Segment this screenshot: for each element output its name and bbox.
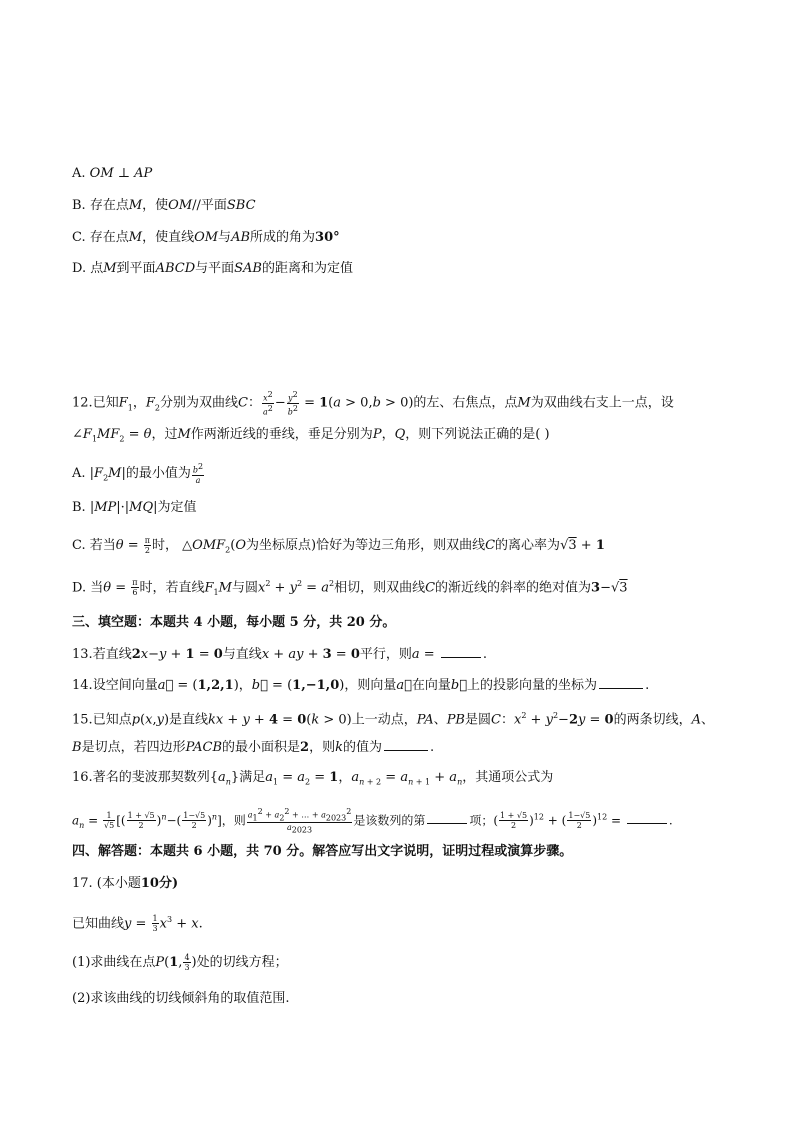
fraction: $\frac{4}{3}$	[184, 953, 190, 972]
text: 是直线	[169, 712, 209, 728]
fraction: $\frac{1 + √5}{2}$	[500, 811, 528, 831]
text: 设空间向量	[92, 678, 158, 693]
answer-blank[interactable]	[384, 738, 428, 751]
question-number: 13.	[72, 647, 93, 662]
q12-option-a: A. $|F_2M|$的最小值为 $\frac{b^2}{a}$	[72, 462, 204, 485]
text: 平行，则	[359, 647, 412, 662]
q17-given: 已知曲线y = $\frac{1}{3}$ $x^3 + x$.	[72, 914, 203, 934]
option-label: D. 当	[72, 580, 104, 596]
option-label: B.	[72, 500, 86, 515]
text: .	[668, 813, 673, 828]
q17-header	[72, 875, 178, 893]
question-number: 12.	[72, 395, 93, 411]
text: ，	[238, 678, 252, 693]
text: 的离心率为	[495, 538, 561, 553]
text: 为坐标原点)恰好为等边三角形，则双曲线	[246, 538, 486, 553]
fraction: $\frac{\pi}{6}$	[132, 578, 138, 598]
fraction: $\frac{y^2}{b^2}$	[287, 390, 298, 417]
text: 著名的斐波那契数列	[92, 770, 210, 785]
question-number: 16.	[72, 770, 93, 785]
text: 已知点	[92, 712, 132, 728]
text: ，	[338, 770, 352, 785]
text: 作两渐近线的垂线，垂足分别为	[190, 427, 373, 442]
text: ，其通项公式为	[462, 770, 554, 785]
q12-option-c: C. 若当θ = $\frac{\pi}{2}$ 时， $\triangle OMF_2(O$为坐标原点)恰好为等边三角形，则双曲线C的离心率为√3 + 1	[72, 536, 605, 555]
option-label: D. 点	[72, 261, 104, 276]
text: 的最小值为	[125, 465, 191, 481]
text: 已知	[92, 395, 119, 411]
option-label: A.	[72, 166, 86, 181]
q16-line2: $a_n$ = $\frac{1}{√5}$ [( $\frac{1 + √5}{2}$ )$^n$−( $\frac{1-√5}{2}$ )$^n$]，则 $\frac{a_1^2 + a_2^2 + \dots + a_{2023}^2}{a_{2023}}$ 是该数列的第 项；( $\frac{1 + √5}{2}$ )$^{12}$ + ( $\frac{1-√5}{2}$ )$^{12}$ = .	[72, 807, 673, 835]
q11-option-c: C. 存在点M，使直线OM与AB所成的角为30°	[72, 230, 340, 245]
text: 是圆	[465, 712, 492, 728]
question-number: 17. (本小题	[72, 876, 141, 891]
fraction: $\frac{1}{3}$	[152, 914, 158, 934]
answer-blank[interactable]	[599, 676, 643, 689]
text: ，则下列说法正确的是( )	[405, 427, 550, 442]
text: 已知曲线	[72, 916, 125, 932]
q12-option-d: D. 当θ = $\frac{\pi}{6}$ 时，若直线$F_1M$与圆$x^2 + y^2 = a^2$相切，则双曲线C的渐近线的斜率的绝对值为3−√3	[72, 578, 628, 598]
text: 、	[700, 712, 714, 728]
answer-blank[interactable]	[627, 811, 667, 824]
text: 的左、右焦点，点	[413, 395, 518, 411]
q11-option-b: B. 存在点M，使OM//平面SBC	[72, 198, 256, 213]
text: .	[482, 647, 487, 662]
text: .	[645, 678, 650, 693]
text: ，过	[151, 427, 178, 442]
text: 满足	[239, 770, 266, 785]
option-label: A.	[72, 465, 86, 481]
option-label: C. 若当	[72, 538, 116, 553]
q15-line2: B是切点，若四边形PACB的最小面积是2，则k的值为 .	[72, 740, 435, 755]
fraction: $\frac{1 + √5}{2}$	[127, 811, 155, 831]
text: 项；	[469, 813, 494, 828]
text: 的最小面积是	[222, 740, 301, 755]
answer-blank[interactable]	[441, 645, 481, 658]
text: ，则向量	[344, 678, 397, 693]
text: 的值为	[343, 740, 383, 755]
text: 分别为双曲线	[159, 395, 238, 411]
q17-part2: (2)求该曲线的切线倾斜角的取值范围.	[72, 991, 290, 1006]
fraction: $\frac{1-√5}{2}$	[568, 811, 591, 831]
q11-option-a: A. OM ⊥ AP	[72, 166, 153, 181]
option-label: C. 存在点	[72, 230, 129, 245]
answer-blank[interactable]	[427, 811, 467, 824]
text: 处的切线方程；	[196, 955, 288, 970]
text: 在向量	[411, 678, 451, 693]
text: 上的投影向量的坐标为	[467, 678, 598, 693]
fraction: $\frac{1-√5}{2}$	[183, 811, 206, 831]
q12-option-b: B. |MP|·|MQ|为定值	[72, 500, 197, 515]
q16-line1: 16.著名的斐波那契数列$\{a_n\}$满足$a_1 = a_2 = 1$，$a_{n + 2} = a_{n + 1} + a_n$，其通项公式为	[72, 770, 554, 787]
question-number: 15.	[72, 712, 93, 728]
q15-line1: 15.已知点p(x,y)是直线kx + y + 4 = 0(k > 0)上一动点，PA、PB是圆C：$x^2 + y^2-2y = 0$的两条切线，A、	[72, 711, 714, 728]
q11-option-d: D. 点M到平面ABCD与平面SAB的距离和为定值	[72, 261, 354, 276]
text: 时，若直线	[139, 580, 205, 596]
text: 若直线	[92, 647, 132, 662]
fraction: $\frac{a_1^2 + a_2^2 + \dots + a_{2023}^2}{a_{2023}}$	[247, 807, 352, 835]
q12-stem-line1: 12.已知$F_1$，$F_2$分别为双曲线C： $\frac{x^2}{a^2}$ − $\frac{y^2}{b^2}$ = 1(a > 0,b > 0)的左、右焦点，点M为双曲线右支上一点，设	[72, 390, 674, 417]
text: 与直线	[222, 647, 262, 662]
text: 为定值	[157, 500, 197, 515]
text: 是切点，若四边形	[81, 740, 186, 755]
fraction: $\frac{b^2}{a}$	[192, 462, 204, 485]
section-3-heading: 三、填空题：本题共 4 小题，每小题 5 分，共 20 分。	[72, 615, 396, 630]
q13: 13.若直线2x−y + 1 = 0与直线x + ay + 3 = 0平行，则a = .	[72, 647, 487, 662]
fraction: $\frac{\pi}{2}$	[144, 536, 151, 555]
option-label: B. 存在点	[72, 198, 129, 213]
score: 10分)	[140, 876, 179, 891]
text: (1)求曲线在点	[72, 955, 156, 970]
text: ，则	[221, 813, 246, 828]
text: ，则	[309, 740, 336, 755]
q17-part1: (1)求曲线在点P(1, $\frac{4}{3}$ )处的切线方程；	[72, 953, 288, 972]
text: 为双曲线右支上一点，设	[530, 395, 674, 411]
text: .	[430, 740, 435, 755]
q14: 14.设空间向量a⃗ = (1,2,1)，b⃗ = (1,−1,0)，则向量a⃗在向量b⃗上的投影向量的坐标为 .	[72, 678, 650, 693]
text: 上一动点，	[351, 712, 417, 728]
text: 的两条切线，	[613, 712, 692, 728]
text: 相切，则双曲线	[334, 580, 426, 596]
fraction: $\frac{1}{√5}$	[104, 811, 115, 831]
question-number: 14.	[72, 678, 93, 693]
text: 是该数列的第	[353, 813, 426, 828]
text: 时，	[152, 538, 179, 553]
fraction: $\frac{x^2}{a^2}$	[262, 390, 273, 417]
text: 的渐近线的斜率的绝对值为	[435, 580, 592, 596]
section-4-heading: 四、解答题：本题共 6 小题，共 70 分。解答应写出文字说明，证明过程或演算步骤。	[72, 844, 573, 859]
text: 与圆	[231, 580, 258, 596]
q12-stem-line2: $\angle F_1MF_2 = \theta$，过M作两渐近线的垂线，垂足分别为P，Q，则下列说法正确的是( )	[72, 427, 550, 444]
